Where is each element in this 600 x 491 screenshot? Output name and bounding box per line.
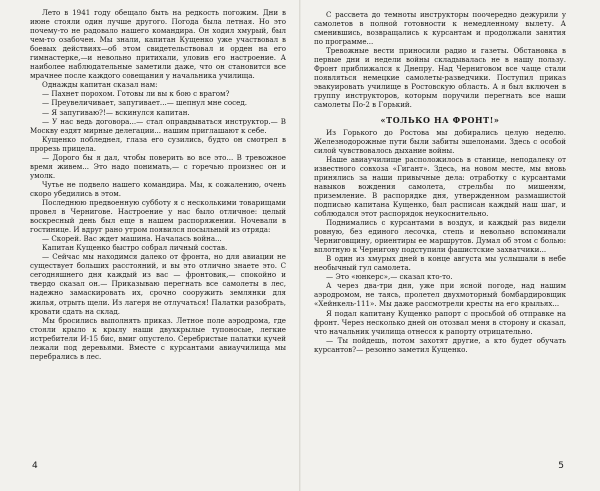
- paragraph: Однажды капитан сказал нам:: [42, 80, 158, 90]
- paragraph: Капитан Кущенко быстро собрал личный состав.: [42, 243, 228, 253]
- paragraph: Поднимались с курсантами в воздух, и каждый раз видели ровную, без единого лесочка, степь и невольно вспоминали Черниговщину, ориентиры ее маршрутов. Думал об этом с болью: вплотную к Чернигову подступили фашистские захватчики...: [314, 218, 566, 255]
- paragraph: Кущенко побледнел, глаза его сузились, будто он смотрел в прорезь прицела.: [30, 134, 286, 153]
- paragraph: Мы бросились выполнять приказ. Летное поле аэродрома, где стояли крыло к крылу наши двухкрылые тупоносые, легкие истребители И-15 бис, вмиг опустело. Серебристые палатки кучей лежали под деревьями. Вместе с курсантами авиаучилища мы перебрались в лес.: [30, 315, 286, 361]
- paragraph: — Сейчас мы находимся далеко от фронта, но для авиации не существует больших расстояний, и вы это отлично знаете это. С сегодняшнего дня каждый из вас — фронтовик,— спокойно и твердо сказал он.— Приказываю перегнать все самолеты в лес, надежно замаскировать их, срочно сооружить землянки для жилья, отрыть щели. Из лагеря не отлучаться! Палатки разобрать, кровати сдать на склад.: [30, 252, 286, 316]
- paragraph: Последнюю предвоенную субботу я с несколькими товарищами провел в Чернигове. Настроение у нас было отличное: целый воскресный день был еще в нашем распоряжении. Ночевали в гостинице. И вдруг рано утром появился посыльный из отряда:: [30, 197, 286, 235]
- paragraph: Я подал капитану Кущенко рапорт с просьбой об отправке на фронт. Через несколько дней он отозвал меня в сторону и сказал, что начальник училища отнесся к рапорту отрицательно.: [314, 308, 566, 336]
- right-page-body: [314, 10, 566, 354]
- page-number-right: 5: [558, 460, 564, 471]
- page-number-left: 4: [32, 460, 38, 471]
- paragraph: Чутье не подвело нашего командира. Мы, к сожалению, очень скоро убедились в этом.: [30, 179, 286, 198]
- paragraph: — Ты пойдешь, потом захотят другие, а кто будет обучать курсантов?— резонно заметил Кущенко.: [314, 335, 566, 354]
- paragraph: В один из хмурых дней в конце августа мы услышали в небе необычный гул самолета.: [314, 254, 566, 273]
- paragraph: Из Горького до Ростова мы добирались целую неделю. Железнодорожные пути были забиты эшелонами. Здесь с особой силой чувствовалось дыхание войны.: [314, 127, 566, 155]
- paragraph: — Скорей. Вас ждет машина. Началась война...: [42, 234, 222, 244]
- paragraph: Наше авиаучилище расположилось в станице, неподалеку от известного совхоза «Гигант». Здесь, на новом месте, мы вновь принялись за наши привычные дела: отработку с курсантами навыков вождения самолета, стрельбы по мишеням, приземление. В распорядке дня, утвержденном размашистой подписью капитана Кущенко, был расписан каждый наш шаг, и соблюдался этот распорядок неукоснительно.: [314, 154, 566, 218]
- paragraph: — Это «юнкерс»,— сказал кто-то.: [326, 272, 453, 282]
- chapter-heading: «ТОЛЬКО НА ФРОНТ!»: [380, 114, 500, 125]
- right-page: [300, 0, 600, 491]
- paragraph: — Пахнет порохом. Готовы ли вы к бою с врагом?: [42, 89, 230, 99]
- paragraph: — У нас ведь договора...— стал оправдываться инструктор.— В Москву ездят мирные делегации... нашим приглашают к себе.: [30, 116, 286, 135]
- paragraph: — Дорого бы я дал, чтобы поверить во все это... В тревожное время живем... Это надо понимать,— с горечью произнес он и умолк.: [30, 152, 286, 180]
- paragraph: Тревожные вести приносили радио и газеты. Обстановка в первые дни и недели войны складывалась не в нашу пользу. Фронт приближался к Днепру. Над Черниговом все чаще стали появляться немецкие самолеты-разведчики. Поступил приказ эвакуировать училище в Ростовскую область. А я был включен в группу инструкторов, которым поручили перегнать все наши самолеты По-2 в Горький.: [314, 46, 566, 110]
- paragraph: А через два-три дня, уже при ясной погоде, над нашим аэродромом, не таясь, пролетел двухмоторный бомбардировщик «Хейнкель-111». Мы даже рассмотрели кресты на его крыльях...: [314, 281, 566, 309]
- left-page-body: [30, 8, 286, 361]
- paragraph: — Я запугиваю?!— вскинулся капитан.: [42, 107, 190, 117]
- paragraph: Лето в 1941 году обещало быть на редкость погожим. Дни в июне стояли один лучше другого. Погода была летная. Но это почему-то не радовало нашего командира. Он ходил хмурый, был чем-то озабочен. Мы знали, капитан Кущенко уже участвовал в боевых действиях—об этом свидетельствовал и орден на его гимнастерке,—и невольно притихали, уловив его настроение. А наиболее наблюдательные заметили даже, что он становится все мрачнее после каждого совещания у начальника училища.: [30, 8, 286, 81]
- paragraph: — Преувеличивает, запугивает...— шепнул мне сосед.: [42, 98, 247, 108]
- paragraph: С рассвета до темноты инструкторы поочередно дежурили у самолетов в полной готовности к немедленному вылету. А сменившись, возвращались к курсантам и продолжали занятия по программе...: [314, 10, 566, 47]
